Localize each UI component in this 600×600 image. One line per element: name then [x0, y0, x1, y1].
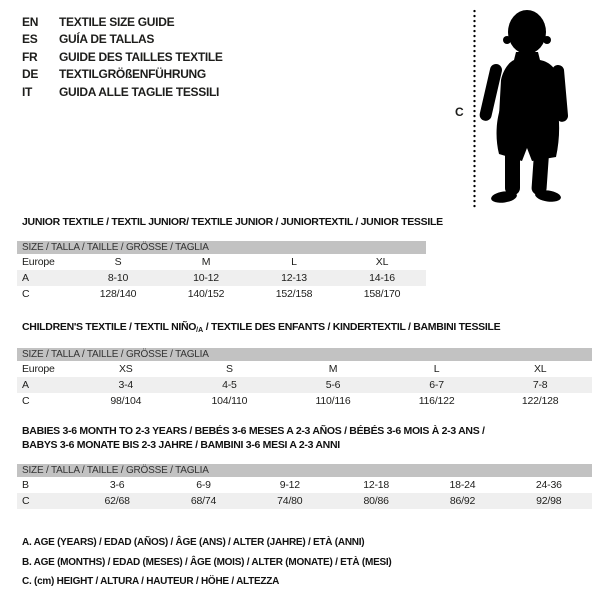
row-label: Europe	[22, 256, 55, 268]
table-cell: XS	[118, 363, 133, 375]
table-cell: 5-6	[325, 379, 341, 391]
table-cell: M	[201, 256, 211, 268]
children-section-title	[22, 321, 500, 334]
table-cell: 4-5	[222, 379, 237, 391]
table-cell: 140/152	[187, 288, 225, 300]
table-cell: 158/170	[363, 288, 401, 300]
legend-line-a: A. AGE (YEARS) / EDAD (AÑOS) / ÂGE (ANS) / ALTER (JAHRE) / ETÀ (ANNI)	[22, 537, 365, 548]
table-cell: 104/110	[211, 395, 248, 407]
table-cell: S	[114, 256, 122, 268]
language-label: GUIDE DES TAILLES TEXTILE	[59, 49, 223, 64]
language-row-es	[22, 31, 223, 49]
babies-section-title	[22, 424, 485, 452]
table-cell: 3-6	[109, 479, 125, 491]
language-code: ES	[22, 32, 38, 47]
language-code: FR	[22, 49, 38, 64]
babies-size-table	[17, 464, 592, 509]
baby-silhouette-icon	[477, 8, 577, 208]
table-row-c	[17, 393, 592, 409]
language-label: GUIDA ALLE TAGLIE TESSILI	[59, 84, 220, 99]
language-row-de	[22, 66, 223, 84]
legend-line-c: C. (cm) HEIGHT / ALTURA / HAUTEUR / HÖHE / ALTEZZA	[22, 576, 280, 587]
row-label: A	[22, 379, 29, 391]
babies-size-header-row: SIZE / TALLA / TAILLE / GRÖSSE / TAGLIA	[17, 464, 592, 477]
children-title-subscript: /A	[196, 327, 204, 334]
table-cell: 74/80	[277, 495, 303, 507]
table-cell: S	[225, 363, 233, 375]
table-cell: 6-9	[196, 479, 211, 491]
children-size-table	[17, 348, 592, 409]
table-cell: 24-36	[535, 479, 562, 491]
table-cell: 3-4	[118, 379, 134, 391]
table-row-europe	[17, 361, 592, 377]
junior-section-title: JUNIOR TEXTILE / TEXTIL JUNIOR/ TEXTILE JUNIOR / JUNIORTEXTIL / JUNIOR TESSILE	[22, 216, 443, 228]
table-cell: 14-16	[369, 272, 395, 284]
row-label: C	[22, 288, 30, 300]
table-row-c	[17, 286, 426, 302]
table-cell: 152/158	[275, 288, 313, 300]
children-title-part1: CHILDREN'S TEXTILE / TEXTIL NIÑO	[22, 321, 197, 333]
table-row-europe	[17, 254, 426, 270]
table-row-a	[17, 270, 426, 286]
table-cell: L	[433, 363, 440, 375]
junior-size-header-row: SIZE / TALLA / TAILLE / GRÖSSE / TAGLIA	[17, 241, 426, 254]
language-title-list	[22, 13, 223, 101]
legend-line-b: B. AGE (MONTHS) / EDAD (MESES) / ÂGE (MOIS) / ALTER (MONATE) / ETÀ (MESI)	[22, 556, 392, 568]
language-label: TEXTILGRÖßENFÜHRUNG	[59, 67, 206, 82]
table-cell: L	[291, 256, 297, 268]
height-measure-label: C	[455, 105, 464, 119]
table-cell: 7-8	[532, 379, 548, 391]
babies-title-line1: BABIES 3-6 MONTH TO 2-3 YEARS / BEBÉS 3-6 MESES A 2-3 AÑOS / BÉBÉS 3-6 MOIS À 2-3 ANS /	[22, 425, 485, 437]
table-cell: 86/92	[449, 495, 476, 507]
table-cell: 68/74	[190, 495, 217, 507]
table-cell: 12-18	[363, 479, 390, 491]
language-label: TEXTILE SIZE GUIDE	[59, 14, 175, 29]
table-cell: 12-13	[281, 272, 307, 284]
row-label: A	[22, 272, 29, 284]
language-row-en	[22, 13, 223, 31]
children-size-header-row: SIZE / TALLA / TAILLE / GRÖSSE / TAGLIA	[17, 348, 592, 361]
table-cell: 128/140	[99, 288, 137, 300]
table-cell: 9-12	[279, 479, 300, 491]
table-cell: XL	[533, 363, 547, 375]
table-cell: 8-10	[107, 272, 129, 284]
measurement-legend	[22, 533, 392, 592]
table-cell: 92/98	[536, 495, 562, 507]
language-row-fr	[22, 48, 223, 66]
table-cell: 62/68	[104, 495, 130, 507]
language-row-it	[22, 83, 223, 101]
table-cell: 18-24	[449, 479, 476, 491]
row-label: Europe	[22, 363, 55, 375]
language-code: IT	[22, 84, 33, 99]
junior-size-table	[17, 241, 426, 302]
table-cell: 80/86	[363, 495, 389, 507]
row-label: C	[22, 395, 30, 407]
table-row-b	[17, 477, 592, 493]
row-label: B	[22, 479, 29, 491]
children-title-part2: / TEXTILE DES ENFANTS / KINDERTEXTIL / BAMBINI TESSILE	[203, 321, 501, 333]
row-label: C	[22, 495, 30, 507]
table-row-a	[17, 377, 592, 393]
language-code: EN	[22, 14, 39, 29]
table-cell: M	[328, 363, 338, 375]
table-cell: 110/116	[315, 395, 351, 407]
table-cell: 116/122	[418, 395, 455, 407]
table-cell: 6-7	[429, 379, 444, 391]
table-cell: 122/128	[521, 395, 559, 407]
language-code: DE	[22, 67, 39, 82]
table-cell: 10-12	[193, 272, 219, 284]
language-label: GUÍA DE TALLAS	[59, 32, 155, 47]
table-row-c	[17, 493, 592, 509]
table-cell: 98/104	[110, 395, 142, 407]
table-cell: XL	[375, 256, 389, 268]
babies-title-line2: BABYS 3-6 MONATE BIS 2-3 JAHRE / BAMBINI 3-6 MESI A 2-3 ANNI	[22, 439, 340, 451]
